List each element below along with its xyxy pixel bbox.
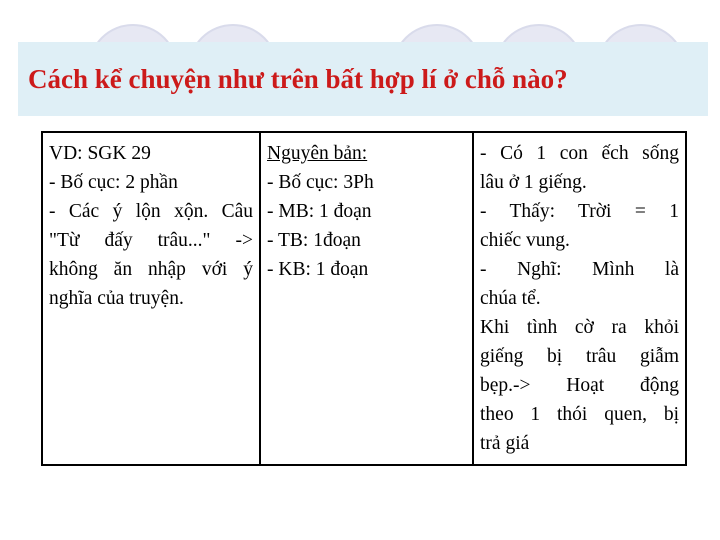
col1-line: - Các ý lộn xộn. Câu <box>49 201 253 222</box>
column-original <box>259 133 472 464</box>
col3-line: - Nghĩ: Mình là <box>480 259 679 280</box>
col3-line: bẹp.-> Hoạt động <box>480 375 679 396</box>
col1-line: không ăn nhập với ý <box>49 259 253 280</box>
col3-line: chiếc vung. <box>480 230 570 251</box>
col2-line: - TB: 1đoạn <box>267 230 361 251</box>
slide-title: Cách kể chuyện như trên bất hợp lí ở chỗ nào? <box>28 63 568 94</box>
col2-heading: Nguyên bản: <box>267 143 368 164</box>
col3-line: trả giá <box>480 433 530 454</box>
col1-line: nghĩa của truyện. <box>49 288 184 309</box>
column-story <box>472 133 685 464</box>
col2-line: - MB: 1 đoạn <box>267 201 372 222</box>
col3-line: theo 1 thói quen, bị <box>480 404 679 425</box>
col2-line: - KB: 1 đoạn <box>267 259 369 280</box>
col1-line: VD: SGK 29 <box>49 143 151 164</box>
col3-line: - Có 1 con ếch sống <box>480 143 679 164</box>
col3-line: Khi tình cờ ra khỏi <box>480 317 679 338</box>
col1-line: "Từ đấy trâu..." -> <box>49 230 253 251</box>
title-band <box>18 42 708 116</box>
col3-line: giếng bị trâu giẫm <box>480 346 679 367</box>
col2-line: - Bố cục: 3Ph <box>267 172 374 193</box>
col3-line: chúa tể. <box>480 288 541 309</box>
column-example <box>43 133 259 464</box>
col1-line: - Bố cục: 2 phần <box>49 172 178 193</box>
col3-line: - Thấy: Trời = 1 <box>480 201 679 222</box>
col3-line: lâu ở 1 giếng. <box>480 172 587 193</box>
content-table <box>41 131 687 466</box>
